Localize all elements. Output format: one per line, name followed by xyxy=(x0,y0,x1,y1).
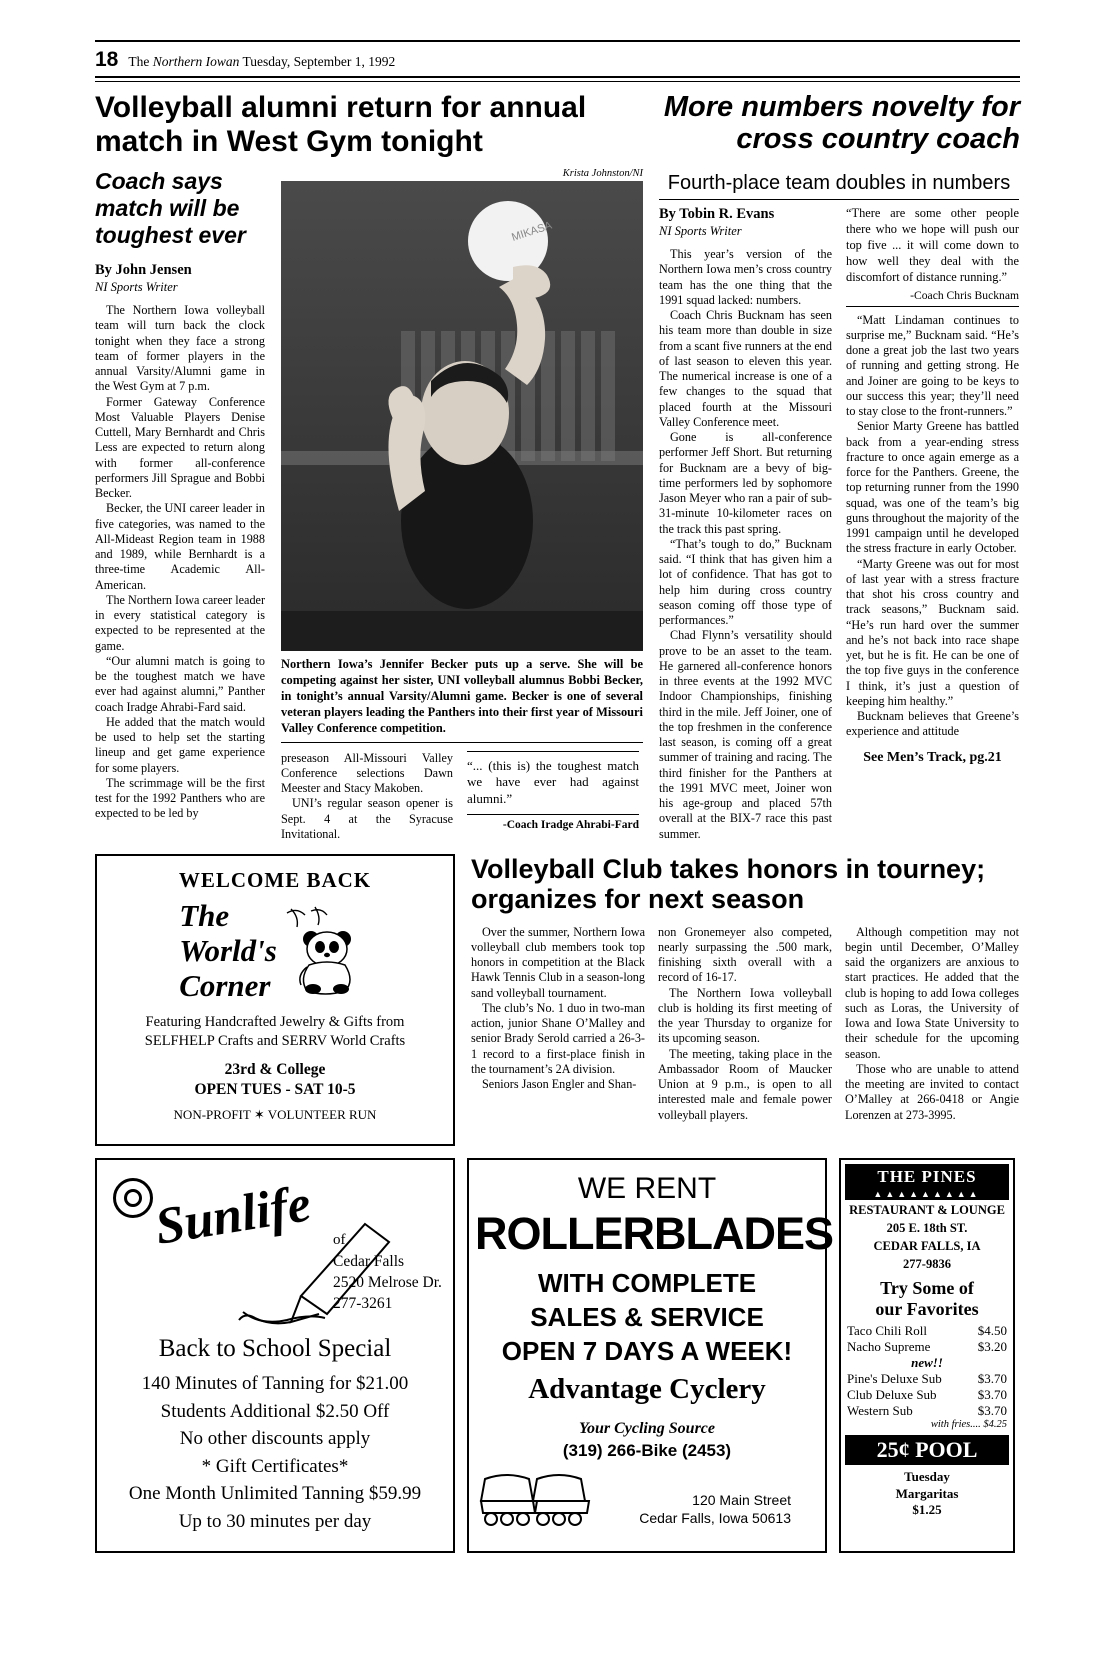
club-col-2 xyxy=(658,925,832,1123)
worlds-corner-footer: NON-PROFIT ✶ VOLUNTEER RUN xyxy=(173,1106,377,1122)
paragraph: “Matt Lindaman continues to surprise me,” Bucknam said. “He’s done a great job the last two years of running and getting strong. He and Joiner are going to be keys to our success this year; they’ll need to stay close to the front-runners.” xyxy=(846,312,1019,419)
headline-volleyball: Volleyball alumni return for annual match in West Gym tonight xyxy=(95,91,587,158)
menu-item-price: $3.20 xyxy=(977,1339,1007,1355)
address-line-1: 120 Main Street xyxy=(692,1491,791,1508)
paragraph: Chad Flynn’s versatility should prove to be an asset to the team. He garnered all-conference honors in three events at the 1992 MVC Indoor Championships, finishing third in the mile. Jeff Joiner, one of the top freshmen in the conference last season, is coming off a great summer of training and racing. The third finisher for the Panthers at the 1991 MVC meet, Joiner won his age-group and placed 57th overall at the BIX-7 race this past summer. xyxy=(659,628,832,841)
business-name: Advantage Cyclery xyxy=(528,1373,766,1406)
paragraph: The meeting, taking place in the Ambassador Room of Maucker Union at 9 p.m., is open to all interested male and female power volleyball players. xyxy=(658,1046,832,1122)
sunlife-of: of xyxy=(333,1232,346,1249)
photo-illustration xyxy=(281,181,643,651)
paragraph: UNI’s regular season opener is Sept. 4 at the Syracuse Invitational. xyxy=(281,796,453,841)
paragraph: “Our alumni match is going to be the toughest match we have ever had against alumni,” Panther coach Iradge Ahrabi-Fard said. xyxy=(95,653,265,714)
see-more-link[interactable]: See Men’s Track, pg.21 xyxy=(863,749,1002,765)
menu-item xyxy=(845,1339,1009,1355)
volleyball-byline-title: NI Sports Writer xyxy=(95,280,178,295)
name-line-3: Corner xyxy=(179,967,271,1003)
pool-banner: 25¢ POOL xyxy=(845,1435,1009,1465)
main-article-row xyxy=(95,168,1020,842)
paragraph: The scrimmage will be the first test for the 1992 Panthers who are expected to be led by xyxy=(95,775,265,821)
pencil-icon xyxy=(237,1220,437,1330)
paragraph: Over the summer, Northern Iowa volleyball club members took top honors in competition at the Black Hawk Tennis Club in a season-long sand volleyball tournament. xyxy=(471,924,645,1000)
headline-crosscountry: More numbers novelty for cross country coach xyxy=(663,91,1020,156)
paragraph: The Northern Iowa volleyball team will turn back the clock tonight when they face a strong team of former players in the annual Varsity/Alumni game in the West Gym at 7 p.m. xyxy=(95,303,265,394)
offer-line: 140 Minutes of Tanning for $21.00 xyxy=(141,1373,409,1395)
special-day: Tuesday xyxy=(904,1469,950,1485)
ad-the-pines[interactable] xyxy=(839,1158,1015,1553)
paragraph: Those who are unable to attend the meeting are invited to contact O’Malley at 266-0418 or Angie Lorenzen at 273-3995. xyxy=(845,1061,1019,1122)
worlds-corner-address: 23rd & College xyxy=(224,1060,326,1078)
name-line-1: The xyxy=(179,898,230,934)
club-col-1 xyxy=(471,925,645,1123)
crosscountry-quote-attribution: -Coach Chris Bucknam xyxy=(910,288,1019,302)
crosscountry-byline: By Tobin R. Evans xyxy=(659,206,775,223)
sunlife-offers xyxy=(97,1370,453,1535)
paper-name: The Northern Iowan Tuesday, September 1, 1992 xyxy=(128,54,396,69)
caption-rule xyxy=(281,742,643,743)
sunlife-city: Cedar Falls xyxy=(333,1253,405,1271)
page-number: 18 xyxy=(95,48,119,71)
volleyball-byline: By John Jensen xyxy=(95,262,192,279)
pines-city: CEDAR FALLS, IA xyxy=(873,1239,981,1254)
menu-item-price: $3.70 xyxy=(977,1371,1007,1387)
sunlife-phone: 277-3261 xyxy=(333,1294,393,1312)
offer-line: Students Additional $2.50 Off xyxy=(160,1400,390,1422)
quote-rule xyxy=(846,306,1019,307)
pines-decor-bar: ▲▲▲▲▲▲▲▲▲ xyxy=(845,1188,1009,1200)
sunlife-headline: Back to School Special xyxy=(158,1335,392,1363)
menu-item-name: Western Sub xyxy=(847,1403,913,1419)
photo-caption: Northern Iowa’s Jennifer Becker puts up a serve. She will be competing against her sister, UNI volleyball alumnus Bobbi Becker, in tonight’s annual Varsity/Alumni game. Becker is one of several veteran players leading the Panthers into their first year of Missouri Valley Conference competition. xyxy=(281,657,643,735)
crosscountry-byline-title: NI Sports Writer xyxy=(659,224,742,239)
paragraph: Senior Marty Greene has battled back from a year-ending stress fracture to once again emerge as a force for the Panthers. Greene, the top returning runner from the 1990 squad, was one of the team’s big guns throughout the majority of the 1991 campaign until he developed the stress fracture in early October. xyxy=(846,419,1019,556)
headline-row xyxy=(95,91,1020,158)
name-line-2: World's xyxy=(179,932,277,968)
pines-type: RESTAURANT & LOUNGE xyxy=(849,1203,1005,1218)
pines-logo: THE PINES xyxy=(845,1164,1009,1188)
svg-text:MIKASA: MIKASA xyxy=(510,219,554,245)
menu-item-price: $4.50 xyxy=(977,1323,1007,1339)
crosscountry-subhead: Fourth-place team doubles in numbers xyxy=(667,172,1011,195)
paragraph: The Northern Iowa volleyball club is holding its first meeting of the year Thursday to organize for its upcoming season. xyxy=(658,985,832,1046)
pines-menu xyxy=(845,1323,1009,1430)
ad-worlds-corner[interactable] xyxy=(95,854,455,1146)
menu-item-name: Pine's Deluxe Sub xyxy=(847,1371,942,1387)
special-item: Margaritas xyxy=(895,1485,959,1501)
offer-line: One Month Unlimited Tanning $59.99 xyxy=(128,1483,422,1505)
pines-address: 205 E. 18th ST. xyxy=(886,1221,968,1236)
with-fries-note: with fries.... $4.25 xyxy=(930,1419,1007,1431)
offer-line: No other discounts apply xyxy=(179,1428,371,1450)
paragraph: The club’s No. 1 duo in two-man action, junior Shane O’Malley and senior Brady Serold carried a 26-3-1 record to a first-place finish in the tournament’s 2A division. xyxy=(471,1000,645,1076)
paragraph: “That’s tough to do,” Bucknam said. “I think that has given him a lot of confidence. That has got to help him during cross country season coming off those type of performances.” xyxy=(659,536,832,628)
paragraph: Although competition may not begin until December, O’Malley said the organizers are anxious to start practices. He added that the club is hoping to add Iowa colleges such as Loras, the University of Iowa and Iowa State University to their schedule for the upcoming season. xyxy=(845,924,1019,1061)
volleyball-club-story xyxy=(471,854,1020,1146)
middle-row xyxy=(95,854,1020,1146)
paragraph: Bucknam believes that Greene’s experience and attitude xyxy=(846,709,1019,739)
menu-item xyxy=(845,1323,1009,1339)
worlds-corner-featuring xyxy=(105,1013,445,1051)
volleyball-photo xyxy=(281,181,643,651)
offer-line: * Gift Certificates* xyxy=(201,1455,349,1477)
try-line-2: our Favorites xyxy=(875,1298,979,1319)
crosscountry-col-1 xyxy=(659,206,832,842)
menu-item xyxy=(845,1371,1009,1387)
paragraph: Becker, the UNI career leader in five categories, was named to the All-Mideast Region team in 1988 and 1989, while Bernhardt is a three-time Academic All-American. xyxy=(95,501,265,592)
pines-special xyxy=(845,1469,1009,1518)
paragraph: non Gronemeyer also competed, nearly surpassing the .500 mark, finishing sixth overall with a record of 16-17. xyxy=(658,924,832,985)
subhead-rule xyxy=(659,199,1019,200)
menu-item-price: $3.70 xyxy=(977,1403,1007,1419)
featuring-line-2: SELFHELP Crafts and SERRV World Crafts xyxy=(144,1033,406,1050)
paragraph: The Northern Iowa career leader in every statistical category is expected to be represented at the game. xyxy=(95,592,266,653)
spiral-icon xyxy=(113,1178,153,1218)
paragraph: preseason All-Missouri Valley Conference selections Dawn Meester and Stacy Makoben. xyxy=(281,750,453,796)
sales-service-line: SALES & SERVICE xyxy=(530,1302,764,1333)
panda-icon xyxy=(281,903,377,999)
volleyball-column-1 xyxy=(95,168,265,842)
try-line-1: Try Some of xyxy=(880,1278,974,1299)
menu-item xyxy=(845,1403,1009,1419)
photo-credit: Krista Johnston/NI xyxy=(562,168,643,180)
pullquote-attribution: -Coach Iradge Ahrabi-Fard xyxy=(502,819,639,832)
phone: (319) 266-Bike (2453) xyxy=(562,1441,732,1461)
sunlife-brand: Sunlife xyxy=(151,1175,315,1256)
menu-item-name: Nacho Supreme xyxy=(847,1339,931,1355)
offer-line: Up to 30 minutes per day xyxy=(178,1510,372,1532)
paragraph: Former Gateway Conference Most Valuable Players Denise Cuttell, Mary Bernhardt and Chris Less are expected to return along with former all-conference performers Jill Sprague and Bobbi Becker. xyxy=(95,394,265,501)
masthead xyxy=(95,42,1020,76)
crosscountry-quote: “There are some other people there who we hope will push our top five ... it will come down to how well they deal with the discomfort of distance running.” xyxy=(846,206,1019,284)
volleyball-photo-column xyxy=(281,168,643,842)
paragraph: This year’s version of the Northern Iowa men’s cross country team has the one thing that the 1991 squad lacked: numbers. xyxy=(659,247,832,307)
pines-phone: 277-9836 xyxy=(903,1257,951,1272)
menu-item-price: $3.70 xyxy=(977,1387,1007,1403)
volleyball-deck: Coach says match will be toughest ever xyxy=(95,168,246,248)
headline-club: Volleyball Club takes honors in tourney; organizes for next season xyxy=(471,854,986,915)
special-price: $1.25 xyxy=(912,1501,942,1517)
featuring-line-1: Featuring Handcrafted Jewelry & Gifts from xyxy=(145,1014,405,1031)
with-complete-line: WITH COMPLETE xyxy=(537,1268,757,1299)
address xyxy=(639,1491,819,1527)
pines-try-line xyxy=(845,1278,1009,1319)
we-rent-line: WE RENT xyxy=(577,1172,717,1206)
worlds-corner-name xyxy=(173,899,277,1003)
paragraph: Coach Chris Bucknam has seen his team more than double in size from a scant five runners at the end of last season to eleven this year. The numerical increase is one of a few changes to the squad that placed fourth at the Missouri Valley Conference meet. xyxy=(659,308,832,429)
crosscountry-col-2 xyxy=(846,206,1019,842)
ad-advantage-cyclery[interactable] xyxy=(467,1158,833,1553)
rollerblades-line: ROLLERBLADES xyxy=(475,1208,833,1260)
pullquote-box xyxy=(467,751,639,816)
welcome-back-title: WELCOME BACK xyxy=(178,868,372,893)
menu-item-name: Club Deluxe Sub xyxy=(847,1387,937,1403)
club-col-3 xyxy=(845,925,1019,1123)
crosscountry-column xyxy=(659,168,1019,842)
paragraph: “Marty Greene was out for most of last year with a stress fracture that shot his cross country and track seasons,” Bucknam said. “He’s run hard over the summer and he’s not back into race shape yet, but he is fit. He can be one of the top five guys in the conference I think, it’s just a question of keeping him healthy.” xyxy=(846,556,1019,708)
open-days-line: OPEN 7 DAYS A WEEK! xyxy=(501,1336,793,1367)
bottom-ads-row xyxy=(95,1158,1020,1553)
paragraph: Gone is all-conference performer Jeff Short. But returning for Bucknam are a bevy of big-time performers led by sophomore Jason Meyer who ran a pair of sub-31-minute 10-kilometer races on the track this past spring. xyxy=(659,430,832,536)
pullquote-text: “... (this is) the toughest match we have ever had against alumni.” xyxy=(467,757,639,807)
paragraph: Seniors Jason Engler and Shan- xyxy=(482,1077,637,1092)
ad-sunlife[interactable] xyxy=(95,1158,455,1553)
sunlife-street: 2520 Melrose Dr. xyxy=(333,1273,442,1291)
menu-item-name: Taco Chili Roll xyxy=(847,1323,927,1339)
tagline: Your Cycling Source xyxy=(578,1420,715,1438)
masthead-bottom-rule xyxy=(95,76,1020,82)
paragraph: He added that the match would be used to help set the starting lineup and get game experience for some players. xyxy=(95,714,265,775)
worlds-corner-hours: OPEN TUES - SAT 10-5 xyxy=(194,1080,356,1098)
new-flag: new!! xyxy=(911,1355,943,1371)
address-line-2: Cedar Falls, Iowa 50613 xyxy=(639,1509,791,1526)
menu-item xyxy=(845,1387,1009,1403)
rollerblade-icon xyxy=(475,1467,615,1527)
